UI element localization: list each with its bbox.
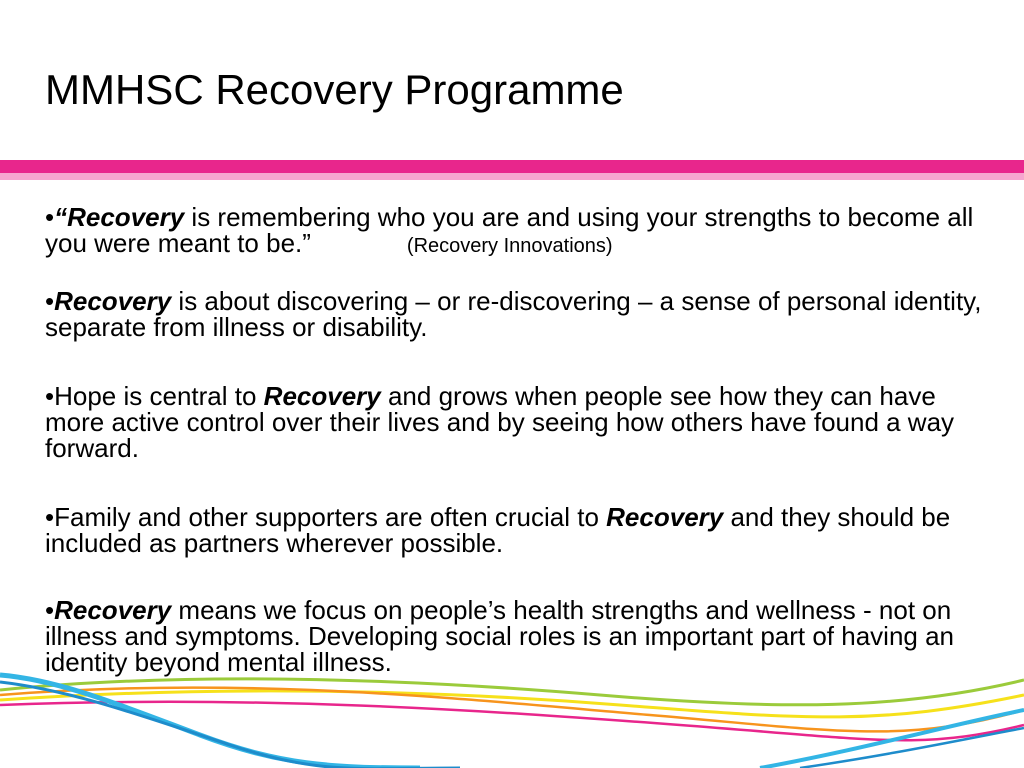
bullet-text-before: Hope is central to: [54, 381, 264, 411]
bullet-item-4: [45, 504, 985, 556]
bullet-marker: •: [45, 381, 55, 411]
bullet-item-3: [45, 383, 985, 461]
bullet-marker: •: [45, 595, 55, 625]
bullet-item-2: [45, 288, 985, 340]
citation: (Recovery Innovations): [406, 235, 613, 257]
bullet-text: is about discovering – or re-discovering – a sense of personal identity, separate from illness or disability.: [45, 286, 982, 342]
bullet-text: is remembering who you are and using your strengths to become all you were meant to be.”: [45, 202, 974, 258]
bullet-item-1: [45, 204, 985, 259]
bullet-marker: •: [45, 286, 55, 316]
bullet-text-before: Family and other supporters are often crucial to: [54, 502, 607, 532]
bullet-emphasis: Recovery: [263, 381, 381, 411]
wave-cyan: [0, 675, 420, 768]
bullet-emphasis: Recovery: [54, 595, 172, 625]
wave-orange: [0, 688, 1024, 732]
bullet-emphasis: Recovery: [606, 502, 724, 532]
divider-pink-stripe: [0, 160, 1024, 173]
wave-cyan-right: [760, 710, 1024, 768]
decorative-waves: [0, 650, 1024, 768]
bullet-marker: •: [45, 502, 55, 532]
divider-light-pink-stripe: [0, 173, 1024, 180]
slide-title: MMHSC Recovery Programme: [45, 66, 624, 113]
bullet-text: and grows when people see how they can have more active control over their lives and by seeing how others have found a way forward.: [45, 381, 955, 463]
bullet-text: and they should be included as partners wherever possible.: [45, 502, 951, 558]
bullet-marker: •: [45, 202, 55, 232]
bullet-emphasis: “Recovery: [54, 202, 185, 232]
bullet-emphasis: Recovery: [54, 286, 172, 316]
title-divider-band: [0, 160, 1024, 180]
bullet-text: means we focus on people’s health strengths and wellness - not on illness and symptoms. Developing social roles is an important part of having an identity beyond mental illness.: [45, 595, 955, 677]
